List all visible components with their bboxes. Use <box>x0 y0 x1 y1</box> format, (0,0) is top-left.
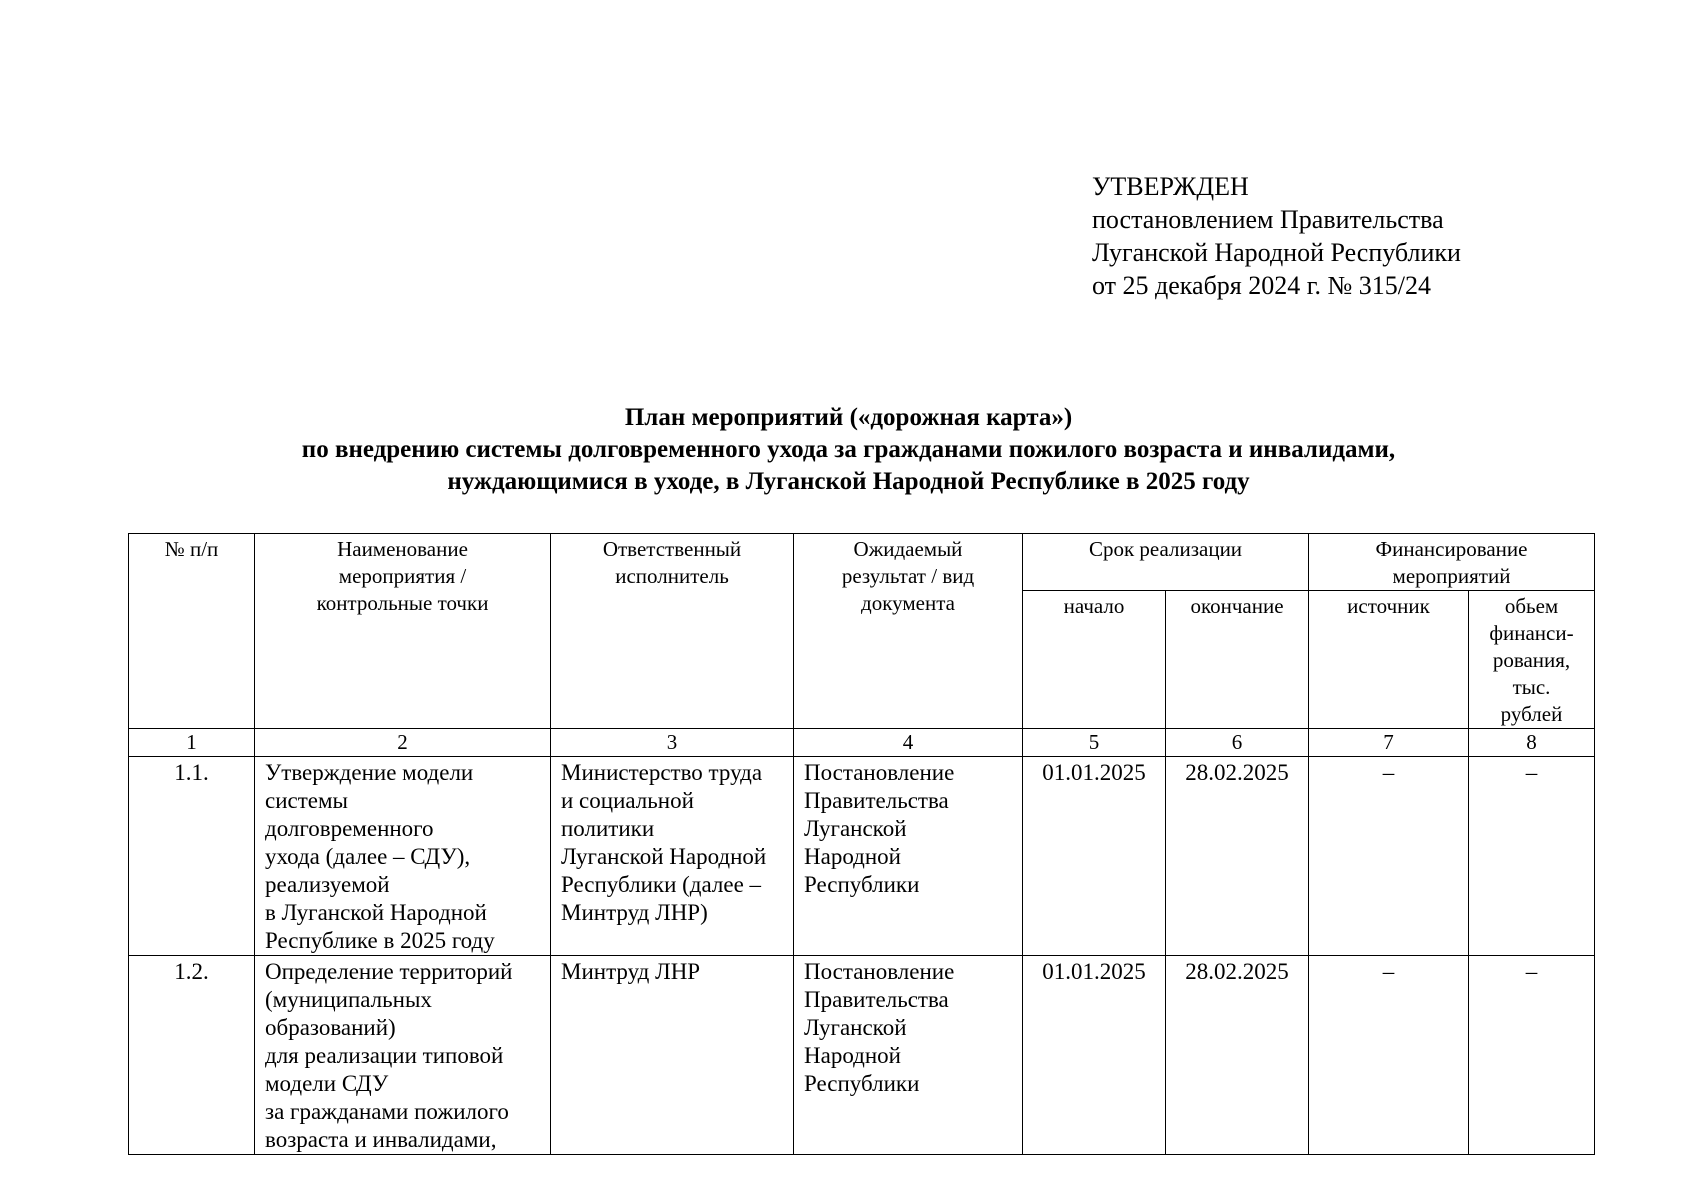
column-number: 3 <box>551 729 794 757</box>
column-number: 7 <box>1309 729 1469 757</box>
header-source: источник <box>1309 591 1469 729</box>
approval-line: постановлением Правительства <box>1092 205 1444 234</box>
column-number: 6 <box>1166 729 1309 757</box>
header-period: Срок реализации <box>1023 534 1309 591</box>
row-executor: Минтруд ЛНР <box>551 956 794 1155</box>
roadmap-table <box>128 533 1595 1155</box>
approval-line: УТВЕРЖДЕН <box>1092 172 1249 201</box>
row-executor: Министерство труда и социальной политики Луганской Народной Республики (далее – Минтруд ЛНР) <box>551 757 794 956</box>
row-start-date: 01.01.2025 <box>1023 956 1166 1155</box>
header-name: Наименование мероприятия / контрольные точки <box>255 534 551 729</box>
row-activity-name: Определение территорий (муниципальных образований) для реализации типовой модели СДУ за гражданами пожилого возраста и инвалидами, <box>255 956 551 1155</box>
title-line: План мероприятий («дорожная карта») <box>624 404 1073 431</box>
row-source: – <box>1309 757 1469 956</box>
table-row <box>129 956 1595 1155</box>
title-line: по внедрению системы долговременного ухода за гражданами пожилого возраста и инвалидами, <box>301 436 1396 463</box>
header-period-end: окончание <box>1166 591 1309 729</box>
header-result: Ожидаемый результат / вид документа <box>794 534 1023 729</box>
row-number: 1.2. <box>129 956 255 1155</box>
row-activity-name: Утверждение модели системы долговременного ухода (далее – СДУ), реализуемой в Луганской Народной Республике в 2025 году <box>255 757 551 956</box>
column-number: 4 <box>794 729 1023 757</box>
column-numbers-row <box>129 729 1595 757</box>
row-result: Постановление Правительства Луганской Народной Республики <box>794 956 1023 1155</box>
approval-line: от 25 декабря 2024 г. № 315/24 <box>1092 271 1432 300</box>
row-end-date: 28.02.2025 <box>1166 956 1309 1155</box>
row-volume: – <box>1469 956 1595 1155</box>
column-number: 8 <box>1469 729 1595 757</box>
header-period-start: начало <box>1023 591 1166 729</box>
column-number: 2 <box>255 729 551 757</box>
header-executor: Ответственный исполнитель <box>551 534 794 729</box>
header-num: № п/п <box>129 534 255 729</box>
row-source: – <box>1309 956 1469 1155</box>
approval-line: Луганской Народной Республики <box>1092 238 1461 267</box>
column-number: 1 <box>129 729 255 757</box>
table-row <box>129 757 1595 956</box>
document-title <box>0 402 1697 498</box>
row-result: Постановление Правительства Луганской Народной Республики <box>794 757 1023 956</box>
row-volume: – <box>1469 757 1595 956</box>
row-end-date: 28.02.2025 <box>1166 757 1309 956</box>
row-number: 1.1. <box>129 757 255 956</box>
title-line: нуждающимися в уходе, в Луганской Народной Республике в 2025 году <box>447 468 1250 495</box>
approval-block <box>1092 170 1461 302</box>
row-start-date: 01.01.2025 <box>1023 757 1166 956</box>
header-financing: Финансирование мероприятий <box>1309 534 1595 591</box>
column-number: 5 <box>1023 729 1166 757</box>
header-volume: обьем финанси- рования, тыс. рублей <box>1469 591 1595 729</box>
